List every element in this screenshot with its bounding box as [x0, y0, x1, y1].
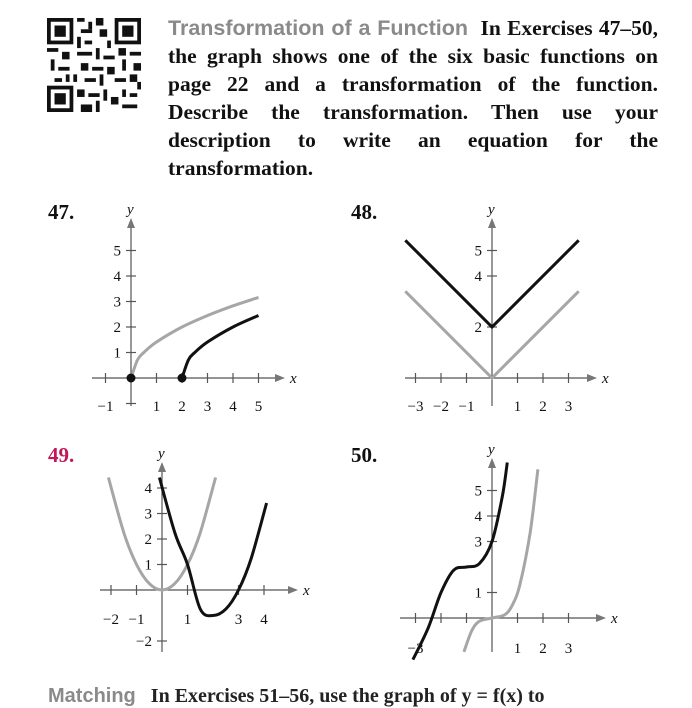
exercise-number-49: 49.: [48, 443, 75, 467]
y-tick-label: 4: [474, 509, 482, 525]
y-tick-label: 4: [113, 269, 121, 285]
x-axis-label: x: [602, 371, 609, 387]
instructions-text: In Exercises 47–50, the graph shows one of the six basic functions on page 22 and a transformation of the function. Describe the transformation. Then use your description to write an equation for the transformation.: [168, 16, 659, 180]
y-tick-label: 2: [113, 320, 121, 336]
x-tick-label: 4: [229, 399, 237, 415]
x-tick-label: 2: [178, 399, 186, 415]
x-tick-label: 1: [152, 399, 161, 415]
y-tick-label: 1: [474, 585, 482, 602]
y-tick-label: 4: [144, 481, 152, 497]
next-section-title: Matching: [48, 685, 136, 707]
black-curve: [413, 463, 507, 660]
y-axis-arrow-icon: [488, 458, 496, 468]
x-tick-label: 3: [203, 399, 212, 415]
y-tick-label: 3: [144, 506, 152, 523]
next-section-text: In Exercises 51–56, use the graph of y = f(x) to: [150, 685, 545, 707]
next-section-cutoff: [48, 685, 545, 708]
y-axis-label: y: [488, 202, 495, 218]
x-axis-label: x: [303, 583, 310, 599]
section-title: Transformation of a Function: [168, 16, 469, 40]
y-axis-label: y: [127, 202, 134, 218]
x-tick-label: −1: [97, 399, 114, 415]
y-tick-label: 5: [474, 483, 482, 500]
x-tick-label: −3: [407, 399, 424, 415]
y-tick-label: 4: [474, 269, 482, 285]
y-tick-label: 3: [113, 294, 121, 311]
x-tick-label: 3: [234, 612, 243, 628]
x-tick-label: −1: [458, 399, 475, 415]
x-tick-label: −3: [407, 641, 424, 657]
x-tick-label: 1: [183, 612, 192, 628]
x-tick-label: 5: [254, 399, 263, 415]
exercise-number-50: 50.: [351, 443, 378, 467]
y-tick-label: 1: [113, 345, 121, 362]
x-axis-label: x: [611, 611, 618, 627]
x-axis-label: x: [290, 371, 297, 387]
x-tick-label: 4: [260, 612, 268, 628]
y-tick-label: 5: [474, 243, 482, 260]
x-tick-label: 1: [513, 641, 522, 657]
x-tick-label: −2: [433, 399, 449, 415]
exercise-number-47: 47.: [48, 200, 75, 224]
y-axis-label: y: [488, 442, 495, 458]
x-tick-label: 2: [539, 641, 547, 657]
y-tick-label: 3: [474, 534, 482, 551]
x-tick-label: 3: [564, 641, 573, 657]
x-tick-label: 3: [564, 399, 573, 415]
x-tick-label: −1: [128, 612, 145, 628]
x-tick-label: −2: [103, 612, 119, 628]
y-tick-label: 1: [144, 557, 152, 574]
y-tick-label: 2: [474, 320, 482, 336]
y-tick-label: 2: [144, 532, 152, 548]
y-tick-label: 5: [113, 243, 121, 260]
x-axis-arrow-icon: [596, 614, 606, 622]
x-tick-label: 2: [539, 399, 547, 415]
x-tick-label: 1: [513, 399, 522, 415]
exercise-number-48: 48.: [351, 200, 378, 224]
y-tick-label: −2: [136, 634, 152, 650]
y-axis-label: y: [158, 446, 165, 462]
